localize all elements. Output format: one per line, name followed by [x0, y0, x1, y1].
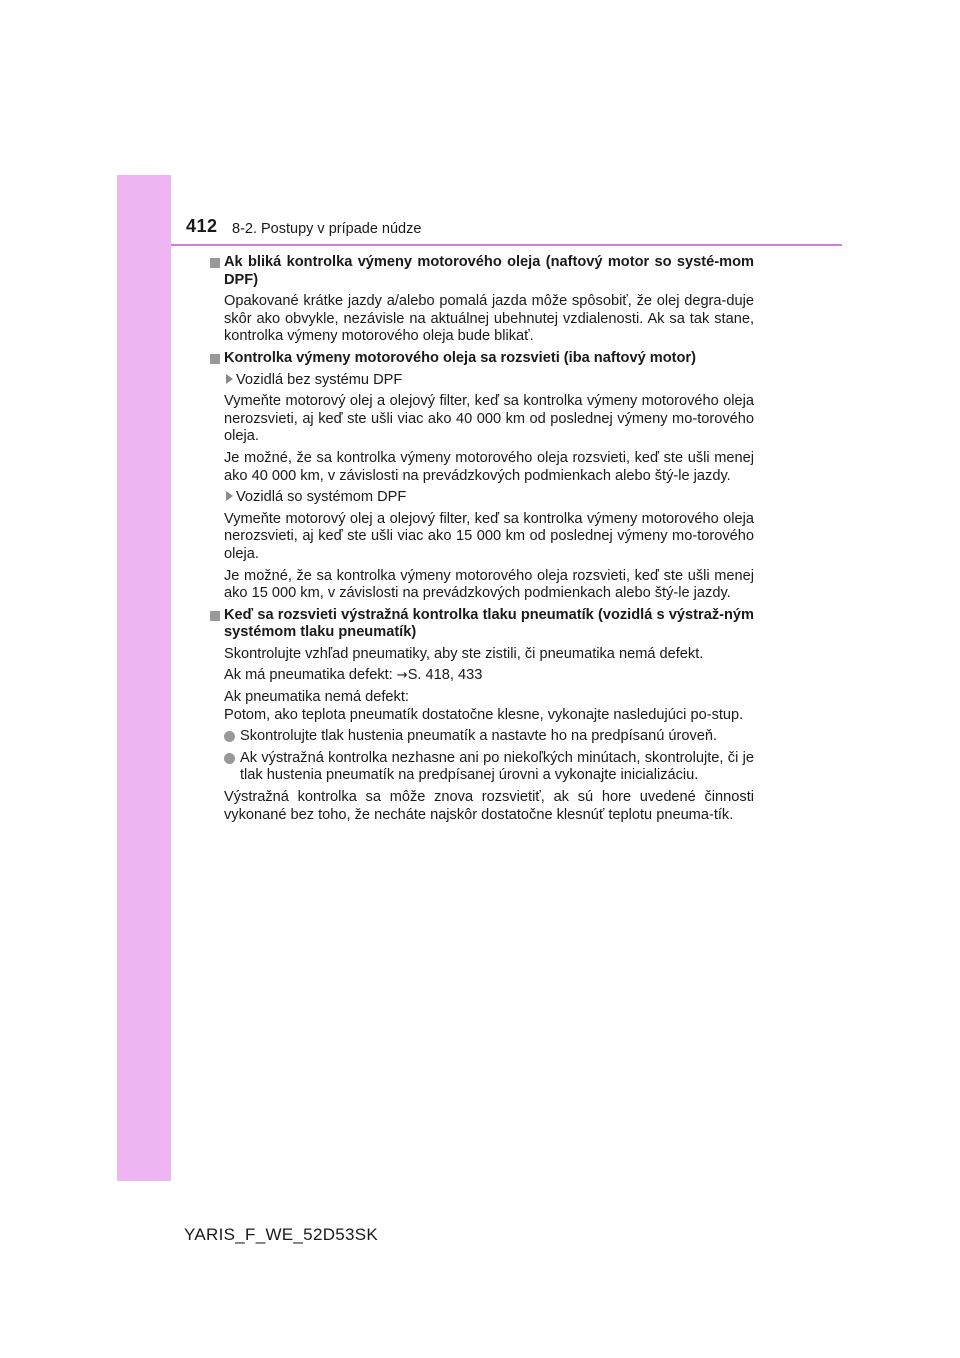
section-heading [208, 254, 754, 289]
paragraph [208, 689, 754, 724]
subheading [208, 372, 754, 390]
circle-bullet-icon [224, 731, 235, 742]
section-heading [208, 607, 754, 642]
heading-text: Ak bliká kontrolka výmeny motorového oleja (naftový motor so systé-mom DPF) [224, 254, 754, 288]
paragraph: Vymeňte motorový olej a olejový filter, keď sa kontrolka výmeny motorového oleja nerozsvieti, aj keď ste ušli viac ako 40 000 km od poslednej výmeny mo-torového oleja. [224, 393, 754, 445]
paragraph: Skontrolujte vzhľad pneumatiky, aby ste zistili, či pneumatika nemá defekt. [224, 645, 704, 662]
chapter-tab-sidebar [117, 175, 171, 1181]
square-bullet-icon [210, 611, 220, 621]
paragraph: Výstražná kontrolka sa môže znova rozsvietiť, ak sú hore uvedené činnosti vykonané bez toho, že necháte najskôr dostatočne klesnúť teplotu pneuma-tík. [224, 789, 754, 823]
list-item-text: Skontrolujte tlak hustenia pneumatík a nastavte ho na predpísanú úroveň. [240, 728, 718, 745]
header-divider [171, 244, 842, 246]
heading-text: Keď sa rozsvieti výstražná kontrolka tlaku pneumatík (vozidlá s výstraž-ným systémom tlaku pneumatík) [224, 606, 754, 641]
paragraph: Opakované krátke jazdy a/alebo pomalá jazda môže spôsobiť, že olej degra-duje skôr ako obvykle, nezávisle na aktuálnej ubehnutej vzdialenosti. Ak sa tak stane, kontrolka výmeny motorového oleja bude blikať. [224, 293, 754, 345]
paragraph: Je možné, že sa kontrolka výmeny motorového oleja rozsvieti, keď ste ušli menej ako 15 000 km, v závislosti na prevádzkových podmienkach alebo štý-le jazdy. [224, 567, 754, 602]
heading-text: Kontrolka výmeny motorového oleja sa rozsvieti (iba naftový motor) [224, 349, 696, 366]
page-content [208, 254, 754, 828]
section-heading [208, 350, 754, 368]
subheading [208, 489, 754, 507]
triangle-arrow-icon [226, 491, 233, 501]
paragraph: Vymeňte motorový olej a olejový filter, keď sa kontrolka výmeny motorového oleja nerozsvieti, aj keď ste ušli viac ako 15 000 km od poslednej výmeny mo-torového oleja. [224, 510, 754, 562]
subheading-text: Vozidlá so systémom DPF [236, 489, 407, 506]
paragraph: Je možné, že sa kontrolka výmeny motorového oleja rozsvieti, keď ste ušli menej ako 40 000 km, v závislosti na prevádzkových podmienkach alebo štý-le jazdy. [224, 449, 754, 484]
circle-bullet-icon [224, 753, 235, 764]
list-item [208, 750, 754, 785]
right-arrow-icon: → [396, 668, 408, 684]
page-reference-link[interactable]: S. 418, 433 [407, 667, 483, 684]
triangle-arrow-icon [226, 374, 233, 384]
square-bullet-icon [210, 354, 220, 364]
reference-label: Ak má pneumatika defekt: [224, 667, 397, 684]
list-item-text: Ak výstražná kontrolka nezhasne ani po niekoľkých minútach, skontrolujte, či je tlak hustenia pneumatík na predpísanej úrovni a vykonajte inicializáciu. [240, 749, 754, 784]
paragraph-reference [208, 667, 754, 685]
section-title: 8-2. Postupy v prípade núdze [232, 221, 422, 237]
paragraph-line: Potom, ako teplota pneumatík dostatočne klesne, vykonajte nasledujúci po-stup. [224, 706, 744, 723]
subheading-text: Vozidlá bez systému DPF [236, 371, 403, 388]
paragraph-line: Ak pneumatika nemá defekt: [224, 689, 409, 706]
list-item [208, 728, 754, 746]
document-id: YARIS_F_WE_52D53SK [184, 1225, 379, 1244]
square-bullet-icon [210, 258, 220, 268]
page-number: 412 [186, 216, 218, 236]
